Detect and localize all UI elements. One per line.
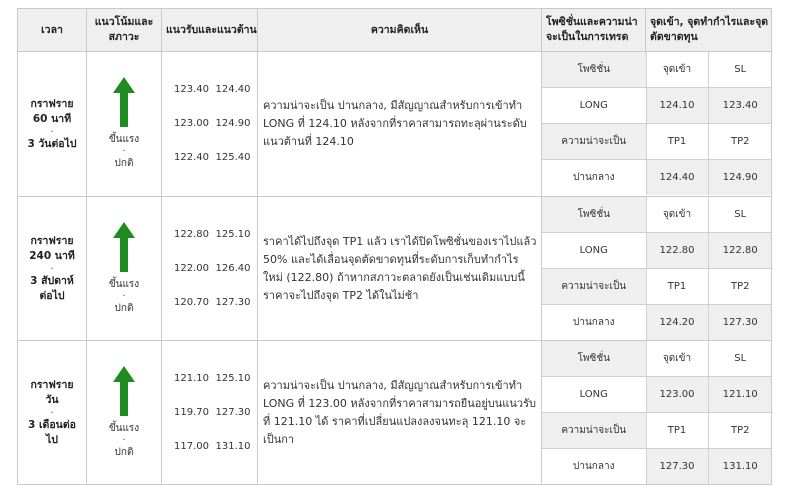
- resistance-level: 131.10: [215, 440, 251, 452]
- time-cell: [18, 341, 87, 485]
- time-cell: [18, 197, 87, 341]
- levels-cell: [162, 341, 258, 485]
- tp1-value: 124.20: [646, 305, 708, 341]
- trend-cell: [87, 341, 162, 485]
- tp1-label: TP1: [646, 413, 708, 449]
- level-pair: [174, 73, 257, 107]
- sl-label: SL: [708, 341, 772, 377]
- sl-label: SL: [708, 52, 772, 88]
- entry-value: 124.10: [646, 88, 708, 124]
- sl-value: 123.40: [708, 88, 772, 124]
- trend-state: ปกติ: [114, 302, 134, 314]
- position-cell: [542, 52, 772, 197]
- header-entry-exit: จุดเข้า, จุดทำกำไรและจุดตัดขาดทุน: [646, 9, 772, 52]
- trend-separator: ·: [122, 290, 126, 302]
- resistance-level: 124.40: [215, 84, 251, 95]
- support-level: 122.00: [174, 262, 209, 274]
- trend-separator: ·: [122, 434, 126, 446]
- comment-cell: ความน่าจะเป็น ปานกลาง, มีสัญญาณสำหรับการเข้าทำ LONG ที่ 124.10 หลังจากที่ราคาสามารถทะลุผ่านระดับแนวต้านที่ 124.10: [258, 52, 542, 197]
- position-value: LONG: [542, 233, 646, 269]
- time-line: กราฟราย: [30, 234, 74, 247]
- level-pair: [174, 252, 257, 286]
- support-level: 122.40: [174, 152, 209, 163]
- position-label: โพซิชั่น: [542, 197, 646, 233]
- up-arrow-icon: [113, 77, 135, 127]
- level-pair: [174, 286, 257, 320]
- resistance-level: 127.30: [215, 406, 251, 418]
- position-value: LONG: [542, 377, 646, 413]
- time-line: วัน: [45, 393, 59, 406]
- resistance-level: 125.10: [215, 372, 251, 384]
- level-pair: [174, 107, 257, 141]
- trend-separator: ·: [122, 146, 126, 157]
- probability-label: ความน่าจะเป็น: [542, 413, 646, 449]
- trend-strength: ขึ้นแรง: [108, 422, 140, 434]
- level-pair: [174, 218, 257, 252]
- support-level: 123.40: [174, 84, 209, 95]
- position-label: โพซิชั่น: [542, 341, 646, 377]
- tp1-label: TP1: [646, 269, 708, 305]
- tp2-label: TP2: [708, 124, 772, 160]
- sl-label: SL: [708, 197, 772, 233]
- time-line: ต่อไป: [39, 289, 65, 302]
- trend-strength: ขึ้นแรง: [108, 134, 140, 145]
- signal-row: [18, 341, 772, 485]
- up-arrow-icon: [113, 366, 135, 416]
- time-line: 3 เดือนต่อ: [28, 418, 76, 431]
- trend-cell: [87, 52, 162, 197]
- time-line: 3 สัปดาห์: [30, 274, 74, 287]
- position-label: โพซิชั่น: [542, 52, 646, 88]
- header-time: เวลา: [18, 9, 87, 52]
- entry-value: 122.80: [646, 233, 708, 269]
- entry-label: จุดเข้า: [646, 52, 708, 88]
- entry-label: จุดเข้า: [646, 197, 708, 233]
- tp2-value: 124.90: [708, 160, 772, 196]
- entry-value: 123.00: [646, 377, 708, 413]
- tp2-value: 127.30: [708, 305, 772, 341]
- position-table: [542, 52, 772, 195]
- position-cell: [542, 341, 772, 485]
- support-level: 122.80: [174, 228, 209, 240]
- signal-row: [18, 52, 772, 197]
- up-arrow-icon: [113, 222, 135, 272]
- time-separator: ·: [50, 262, 54, 275]
- trend-cell: [87, 197, 162, 341]
- levels-cell: [162, 52, 258, 197]
- probability-value: ปานกลาง: [573, 172, 615, 183]
- time-separator: ·: [50, 406, 54, 419]
- support-level: 119.70: [174, 406, 209, 418]
- sl-value: 122.80: [708, 233, 772, 269]
- support-level: 120.70: [174, 296, 209, 308]
- signal-row: [18, 197, 772, 341]
- signals-table: [17, 8, 772, 485]
- trend-strength: ขึ้นแรง: [108, 278, 140, 290]
- resistance-level: 125.40: [215, 152, 251, 163]
- position-cell: [542, 197, 772, 341]
- tp2-label: TP2: [708, 413, 772, 449]
- header-trend: แนวโน้มและสภาวะ: [87, 9, 162, 52]
- level-pair: [174, 396, 257, 430]
- resistance-level: 125.10: [215, 228, 251, 240]
- tp2-label: TP2: [708, 269, 772, 305]
- level-pair: [174, 362, 257, 396]
- resistance-level: 124.90: [215, 118, 251, 129]
- entry-label: จุดเข้า: [646, 341, 708, 377]
- trend-state: ปกติ: [114, 446, 134, 458]
- header-comment: ความคิดเห็น: [258, 9, 542, 52]
- time-line: ไป: [46, 433, 58, 446]
- level-pair: [174, 430, 257, 464]
- support-level: 121.10: [174, 372, 209, 384]
- comment-cell: ราคาได้ไปถึงจุด TP1 แล้ว เราได้ปิดโพซิชั่นของเราไปแล้ว 50% และได้เลื่อนจุดตัดขาดทุนที่ระดับการเก็บทำกำไรใหม่ (122.80) ถ้าหากสภาวะตลาดยังเป็นเช่นเดิมแบบนี้ ราคาจะไปถึงจุด TP2 ได้ในไม่ช้า: [258, 197, 542, 341]
- tp1-value: 127.30: [646, 449, 708, 485]
- levels-cell: [162, 197, 258, 341]
- tp1-value: 124.40: [646, 160, 708, 196]
- sl-value: 121.10: [708, 377, 772, 413]
- header-position: โพซิชั่นและความน่าจะเป็นในการเทรด: [542, 9, 646, 52]
- position-value: LONG: [542, 88, 646, 124]
- time-line: 240 นาที: [29, 249, 75, 262]
- header-row: [18, 9, 772, 52]
- position-table: [542, 197, 772, 340]
- time-separator: ·: [50, 125, 54, 138]
- time-line: กราฟราย: [30, 378, 74, 391]
- time-line: 60 นาที: [32, 112, 72, 125]
- tp1-label: TP1: [646, 124, 708, 160]
- position-table: [542, 341, 772, 484]
- time-line: กราฟราย: [30, 97, 74, 110]
- probability-value: ปานกลาง: [573, 317, 615, 328]
- header-levels: แนวรับและแนวต้าน: [162, 9, 258, 52]
- tp2-value: 131.10: [708, 449, 772, 485]
- probability-label: ความน่าจะเป็น: [542, 124, 646, 160]
- comment-cell: ความน่าจะเป็น ปานกลาง, มีสัญญาณสำหรับการเข้าทำ LONG ที่ 123.00 หลังจากที่ราคาสามารถยืนอยู่บนแนวรับที่ 121.10 ได้ ราคาที่เปลี่ยนแปลงลงจนทะลุ 121.10 จะเป็นกา: [258, 341, 542, 485]
- support-level: 123.00: [174, 118, 209, 129]
- probability-label: ความน่าจะเป็น: [542, 269, 646, 305]
- probability-value: ปานกลาง: [573, 461, 615, 472]
- trend-state: ปกติ: [114, 158, 134, 169]
- resistance-level: 127.30: [215, 296, 251, 308]
- support-level: 117.00: [174, 440, 209, 452]
- resistance-level: 126.40: [215, 262, 251, 274]
- level-pair: [174, 141, 257, 175]
- time-cell: [18, 52, 87, 197]
- time-line: 3 วันต่อไป: [27, 137, 77, 150]
